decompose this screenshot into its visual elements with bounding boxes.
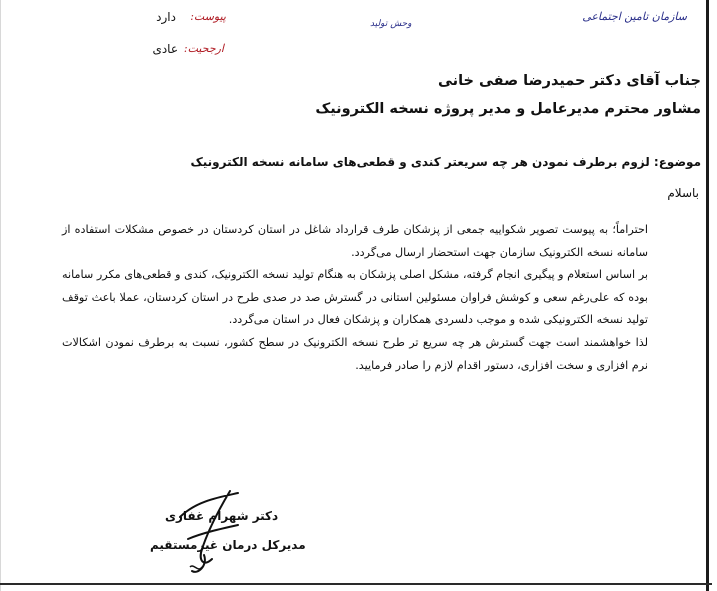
bottom-frame-border (0, 583, 712, 585)
priority-label: ارجحیت: (183, 42, 224, 55)
signatory-title: مدیرکل درمان غیرمستقیم (150, 538, 306, 552)
addressee-name: جناب آقای دکتر حمیدرضا صفی خانی (437, 73, 701, 89)
greeting: باسلام (667, 186, 699, 200)
signatory-name: دکتر شهرام غفاری (165, 509, 279, 523)
organization-logo-text: سازمان تامین اجتماعی (582, 10, 687, 23)
attachment-value: دارد (156, 10, 176, 24)
body-paragraph: لذا خواهشمند است جهت گسترش هر چه سریع تر طرح نسخه الکترونیک در سطح کشور، نسبت به برطرف نمودن اشکالات نرم افزاری و سخت افزاری، دستور اقدام لازم را صادر فرمایید. (62, 335, 648, 372)
letter-body (62, 219, 648, 377)
body-paragraph: بر اساس استعلام و پیگیری انجام گرفته، مشکل اصلی پزشکان به هنگام تولید نسخه الکترونیک، کندی و قطعی‌های مکرر سامانه بوده که علی‌رغم سعی و کوشش فراوان مسئولین استانی در گسترش صد در صدی طرح در استان کردستان، عملا باعث توقف تولید نسخه الکترونیکی شده و موجب دلسردی همکاران و پزشکان فعال در استان می‌گردد. (62, 268, 648, 327)
priority-value: عادی (152, 42, 178, 56)
attachment-label: پیوست: (190, 10, 226, 23)
addressee-title: مشاور محترم مدیرعامل و مدیر پروژه نسخه الکترونیک (315, 101, 701, 117)
handwritten-signature (168, 485, 258, 580)
year-motto: وحش توليد (370, 19, 412, 29)
right-frame-border (706, 0, 709, 591)
left-edge-line (0, 0, 1, 591)
letter-subject: موضوع: لزوم برطرف نمودن هر چه سریعتر کندی و قطعی‌های سامانه نسخه الکترونیک (190, 155, 701, 169)
body-paragraph: احتراماً؛ به پیوست تصویر شکواییه جمعی از پزشکان طرف قرارداد شاغل در استان کردستان در خصوص مشکلات استفاده از سامانه نسخه الکترونیک سازمان جهت استحضار ارسال می‌گردد. (62, 223, 648, 259)
